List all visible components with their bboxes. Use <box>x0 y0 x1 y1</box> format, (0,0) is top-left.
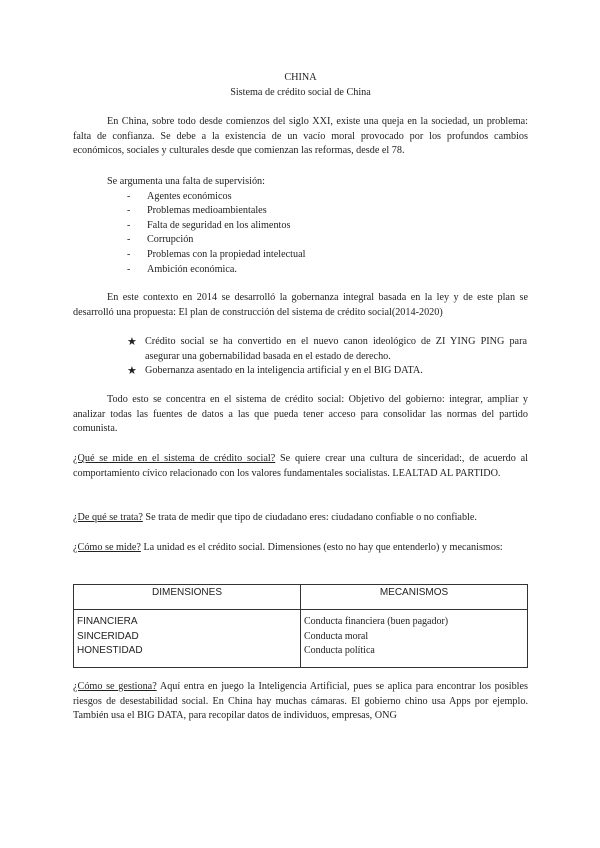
about-answer: Se trata de medir que tipo de ciudadano eres: ciudadano confiable o no confiable. <box>142 512 477 523</box>
dimension-item: FINANCIERA <box>77 616 138 627</box>
how-answer: La unidad es el crédito social. Dimensiones (esto no hay que entenderlo) y mecanismos: <box>140 542 503 553</box>
mechanism-item: Conducta financiera (buen pagador) <box>304 616 449 627</box>
table-header-row <box>74 585 528 610</box>
dash-bullet: - <box>127 234 131 246</box>
how-paragraph <box>73 541 528 556</box>
list-item: - Problemas medioambientales <box>127 204 527 219</box>
context-paragraph: En este contexto en 2014 se desarrolló la gobernanza integral basada en la ley y de este plan se desarrolló una propuesta: El plan de construcción del sistema de crédito social(2014-2020) <box>73 292 528 318</box>
mechanism-item: Conducta política <box>304 645 375 656</box>
measure-answer: Se quiere crear una cultura de sinceridad:, de acuerdo al comportamiento cívico relacionado con los valores fundamentales socialistas. LEALTAD AL PARTIDO. <box>73 453 528 479</box>
key-points-list <box>127 335 527 379</box>
list-item: - Ambición económica. <box>127 263 527 278</box>
measure-paragraph <box>73 452 528 481</box>
list-item: - Falta de seguridad en los alimentos <box>127 219 527 234</box>
supervision-list <box>127 190 527 278</box>
list-item: ★ Gobernanza asentado en la inteligencia artificial y en el BIG DATA. <box>127 364 423 378</box>
star-bullet-icon: ★ <box>127 335 137 348</box>
concentration-paragraph: Todo esto se concentra en el sistema de crédito social: Objetivo del gobierno: integrar, ampliar y analizar todas las fuentes de datos a las que pueda tener acceso para consolidar las normas del partido comunista. <box>73 394 528 435</box>
page-title: CHINA <box>284 72 317 83</box>
dimensions-table <box>73 584 528 668</box>
dimensions-cell <box>74 610 301 668</box>
table-row <box>74 610 528 668</box>
list-item: - Corrupción <box>127 233 527 248</box>
about-question: ¿De qué se trata? <box>73 512 143 523</box>
dash-bullet: - <box>127 190 131 202</box>
manage-paragraph <box>73 680 528 724</box>
list-item: - Agentes económicos <box>127 190 527 205</box>
list-item: ★ Crédito social se ha convertido en el nuevo canon ideológico de ZI YING PING para asegurar una gobernabilidad basada en el estado de derecho. <box>127 335 527 362</box>
dimensions-header: DIMENSIONES <box>74 585 301 610</box>
measure-question: ¿Qué se mide en el sistema de crédito social? <box>73 453 276 464</box>
dash-bullet: - <box>127 219 131 231</box>
manage-question: ¿Cómo se gestiona? <box>73 681 157 692</box>
supervision-lead: Se argumenta una falta de supervisión: <box>107 176 265 187</box>
dash-bullet: - <box>127 205 131 217</box>
dash-bullet: - <box>127 263 131 275</box>
list-item: - Problemas con la propiedad intelectual <box>127 248 527 263</box>
page-subtitle: Sistema de crédito social de China <box>230 87 371 98</box>
dimension-item: SINCERIDAD <box>77 630 139 642</box>
how-question: ¿Cómo se mide? <box>73 542 141 553</box>
mechanisms-header: MECANISMOS <box>301 585 528 610</box>
dash-bullet: - <box>127 248 131 260</box>
intro-paragraph: En China, sobre todo desde comienzos del siglo XXI, existe una queja en la sociedad, un problema: falta de confianza. Se debe a la existencia de un vacío moral provocado por los profundos cambios económicos, sociales y culturales desde que comienzan las reformas, desde el 78. <box>73 116 528 157</box>
star-bullet-icon: ★ <box>127 364 137 378</box>
dimension-item: HONESTIDAD <box>77 645 143 656</box>
mechanism-item: Conducta moral <box>304 630 369 642</box>
mechanisms-cell <box>301 610 528 668</box>
about-paragraph <box>73 511 528 526</box>
supervision-section <box>107 175 527 277</box>
manage-answer: Aquí entra en juego la Inteligencia Artificial, pues se aplica para encontrar los posibles riesgos de desestabilidad social. En China hay muchas cámaras. El gobierno chino usa Apps por ejemplo. También usa el BIG DATA, para recopilar datos de individuos, empresas, ONG <box>73 681 529 722</box>
